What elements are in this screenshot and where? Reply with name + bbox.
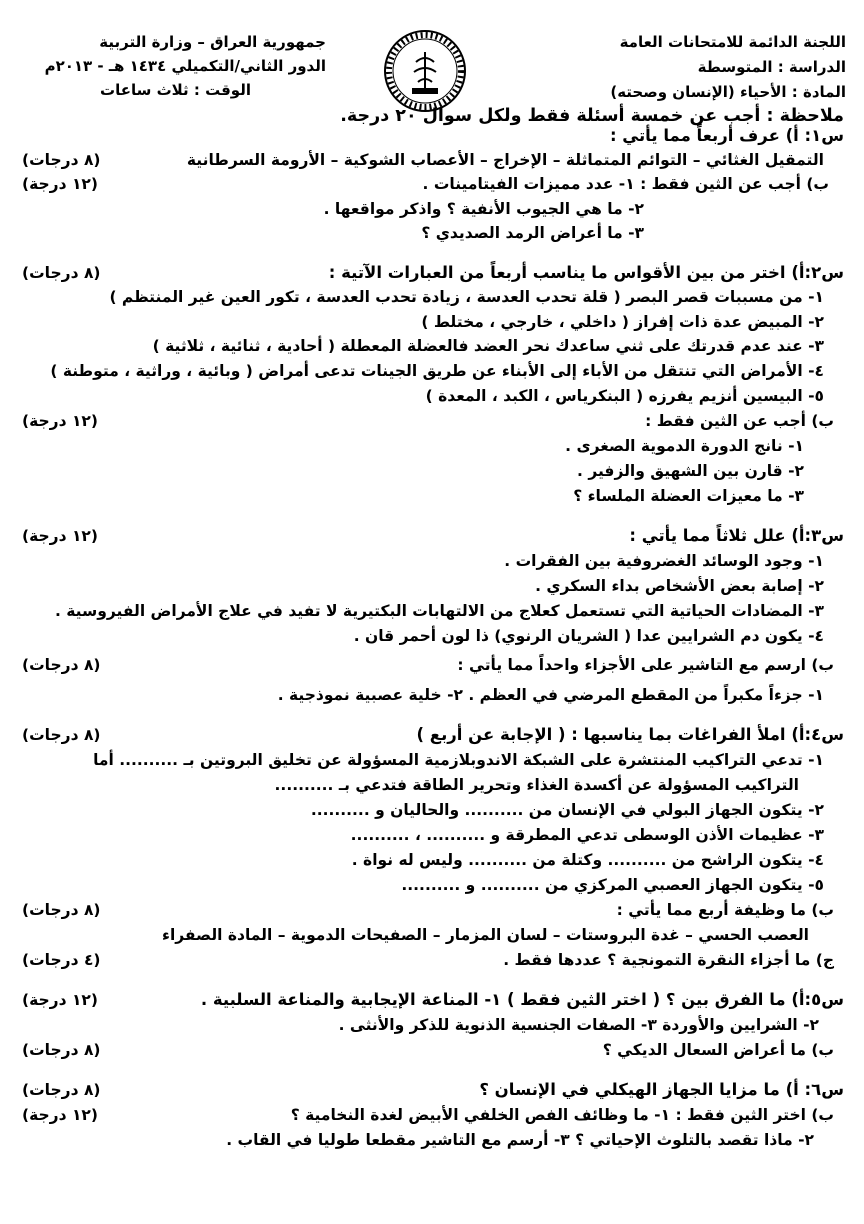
question-line: ١- وجود الوسائد الغضروفية بين الفقرات . (504, 552, 824, 570)
question-line: التمقيل الغثائي – التوائم المتماثلة – الإخراج – الأعصاب الشوكية – الأرومة السرطانية (186, 151, 824, 169)
question-line: ٣- ما أعراض الرمد الصديدي ؟ (421, 224, 644, 242)
question-heading: س١: أ) عرف أربعاً مما يأتي : (609, 126, 844, 145)
score-label: (٤ درجات) (22, 951, 101, 969)
question-line: ٢- ماذا تقصد بالتلوث الإحياتي ؟ ٣- أرسم مع التاشير مقطعا طوليا في القاب . (226, 1131, 814, 1149)
question-line: ب) اختر الثين فقط : ١- ما وظائف الفص الخلفي الأبيض لغدة النخامية ؟ (290, 1106, 834, 1124)
question-heading: س٦: أ) ما مزايا الجهاز الهيكلي في الإنسان ؟ (479, 1080, 844, 1099)
ministry-seal-icon (382, 28, 468, 114)
question-line: ٣- ما معيزات العضلة الملساء ؟ (573, 487, 804, 505)
question-line: ٢- يتكون الجهاز البولي في الإنسان من .......... والحاليان و .......... (310, 801, 824, 819)
score-label: (٨ درجات) (22, 901, 101, 919)
question-line: العصب الحسي – غدة البروستات – لسان المزمار – الصفيحات الدموية – المادة الصفراء (162, 926, 809, 944)
question-line: ٣- المضادات الحياتية التي تستعمل كعلاج من الالتهابات البكتيرية لا تفيد في علاج الأمراض الفيروسية . (54, 602, 824, 620)
question-line: ب) ما أعراض السعال الديكي ؟ (602, 1041, 834, 1059)
question-line: ٢- إصابة بعض الأشخاص بداء السكري . (535, 577, 824, 595)
study-level: الدراسة : المتوسطة (697, 58, 846, 76)
score-label: (١٢ درجة) (22, 991, 98, 1009)
ministry-name: جمهورية العراق – وزارة التربية (99, 33, 326, 51)
question-line: ٢- قارن بين الشهيق والزفير . (577, 462, 804, 480)
question-line: ب) ما وظيفة أربع مما يأتي : (616, 901, 834, 919)
question-line: ٥- البيسين أنزيم يفرزه ( البنكرياس ، الكبد ، المعدة ) (425, 387, 824, 405)
question-line: ١- تدعي التراكيب المنتشرة على الشبكة الاندوبلازمية المسؤولة عن تخليق البروتين بـ .......... أما (93, 751, 824, 769)
question-line: ج) ما أجزاء النقرة التمونجية ؟ عددها فقط . (503, 951, 834, 969)
question-line: ب) أجب عن الثين فقط : (645, 412, 834, 430)
exam-session: الدور الثاني/التكميلي ١٤٣٤ هـ - ٢٠١٣م (44, 57, 326, 75)
score-label: (١٢ درجة) (22, 175, 98, 193)
question-line: ٤- يكون دم الشرايين عدا ( الشريان الرنوي) ذا لون أحمر قان . (353, 627, 824, 645)
score-label: (٨ درجات) (22, 1041, 101, 1059)
question-line: ١- نانج الدورة الدموية الصغرى . (565, 437, 804, 455)
question-line: ١- من مسببات قصر البصر ( قلة تحدب العدسة ، زيادة تحدب العدسة ، تكور العين غير المنتظم ) (109, 288, 824, 306)
question-line: ٤- الأمراض التي تنتقل من الأباء إلى الأبناء عن طريق الجينات تدعى أمراض ( وبائية ، وراثية ، متوطنة ) (50, 362, 824, 380)
subject-name: المادة : الأحياء (الإنسان وصحته) (610, 83, 846, 101)
question-line: ٢- ما هي الجيوب الأنفية ؟ واذكر مواقعها . (323, 200, 644, 218)
exam-note: ملاحظة : أجب عن خمسة أسئلة فقط ولكل سوال ٢٠ درجة. (340, 106, 844, 126)
header-committee (516, 30, 846, 105)
score-label: (٨ درجات) (22, 151, 101, 169)
score-label: (٨ درجات) (22, 656, 101, 674)
question-heading: س٥:أ) ما الفرق بين ؟ ( اختر الثين فقط ) ١- المناعة الإيجابية والمناعة السلبية . (200, 990, 844, 1009)
question-line: ١- جزءاً مكبراً من المقطع المرضي في العظم . ٢- خلية عصبية نموذجية . (277, 686, 824, 704)
question-heading: س٤:أ) املأ الفراغات بما يناسبها : ( الإجابة عن أربع ) (416, 725, 844, 744)
question-line: ٢- الشرايين والأوردة ٣- الصفات الجنسية الذنوية للذكر والأنثى . (338, 1016, 819, 1034)
question-line: ب) أجب عن الثين فقط : ١- عدد مميزات الفيتامينات . (422, 175, 829, 193)
question-line: ب) ارسم مع التاشير على الأجزاء واحداً مما يأتي : (457, 656, 834, 674)
committee-name: اللجنة الدائمة للامتحانات العامة (619, 33, 846, 51)
question-heading: س٢:أ) اختر من بين الأقواس ما يناسب أربعاً من العبارات الآتية : (328, 263, 844, 282)
header-ministry (26, 30, 326, 102)
question-line: ٣- عند عدم قدرتك على ثني ساعدك نحر العضد فالعضلة المعطلة ( أحادية ، ثنائية ، ثلاثية ) (152, 337, 824, 355)
score-label: (١٢ درجة) (22, 527, 98, 545)
question-line: ٥- يتكون الجهاز العصبي المركزي من .......... و .......... (401, 876, 824, 894)
question-line: التراكيب المسؤولة عن أكسدة الغذاء وتحرير الطاقة فتدعي بـ .......... (274, 776, 799, 794)
question-line: ٢- المبيض عدة ذات إفراز ( داخلي ، خارجي ، مختلط ) (421, 313, 824, 331)
score-label: (١٢ درجة) (22, 1106, 98, 1124)
question-heading: س٣:أ) علل ثلاثاً مما يأتي : (629, 526, 844, 545)
question-line: ٣- عظيمات الأذن الوسطى تدعي المطرقة و .......... ، .......... (350, 826, 824, 844)
question-line: ٤- يتكون الراشح من .......... وكتلة من .......... وليس له نواة . (351, 851, 824, 869)
score-label: (٨ درجات) (22, 1081, 101, 1099)
score-label: (١٢ درجة) (22, 412, 98, 430)
exam-duration: الوقت : ثلاث ساعات (100, 81, 251, 99)
score-label: (٨ درجات) (22, 726, 101, 744)
score-label: (٨ درجات) (22, 264, 101, 282)
